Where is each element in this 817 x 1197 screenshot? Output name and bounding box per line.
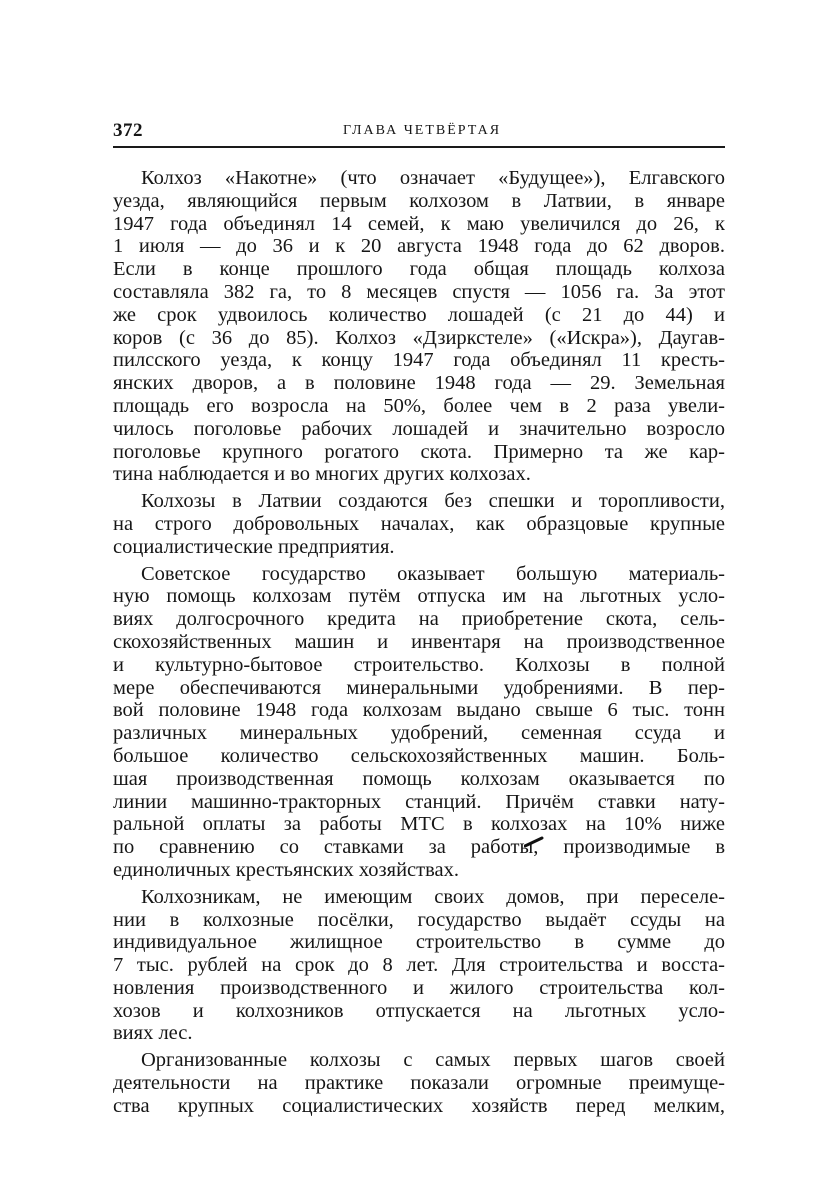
text-line: шая производственная помощь колхозам оказывается по [113,767,725,790]
text-line: 1 июля — до 36 и к 20 августа 1948 года до 62 дворов. [113,235,725,258]
page-header [113,120,725,146]
text-line: коров (с 36 до 85). Колхоз «Дзиркстеле» («Искра»), Даугав- [113,326,725,349]
text-line: мере обеспечиваются минеральными удобрениями. В пер- [113,676,725,699]
paragraph-1 [113,167,725,486]
paragraph-2 [113,490,725,558]
text-line: линии машинно-тракторных станций. Причём ставки нату- [113,790,725,813]
text-line: деятельности на практике показали огромные преимуще- [113,1072,725,1095]
text-line: Колхозникам, не имеющим своих домов, при переселе- [141,885,725,908]
text-line: Колхозы в Латвии создаются без спешки и торопливости, [141,490,725,513]
body-text [113,167,725,1118]
paragraph-3 [113,563,725,882]
text-line: ральной оплаты за работы МТС в колхозах на 10% ниже [113,813,725,836]
paragraph-5 [113,1049,725,1117]
text-line: единоличных крестьянских хозяйствах. [113,858,459,881]
text-line: на строго добровольных началах, как образцовые крупные [113,512,725,535]
text-line: Советское государство оказывает большую материаль- [141,562,725,585]
text-line: пилсского уезда, к концу 1947 года объединял 11 кресть- [113,349,725,372]
text-line: чилось поголовье рабочих лошадей и значительно возросло [113,417,725,440]
header-rule [113,146,725,148]
pen-mark-icon [524,836,544,848]
text-line: новления производственного и жилого строительства кол- [113,976,725,999]
text-line: различных минеральных удобрений, семенная ссуда и [113,722,725,745]
text-line: индивидуальное жилищное строительство в сумме до [113,931,725,954]
text-line: виях лес. [113,1022,193,1045]
text-line: социалистические предприятия. [113,535,395,558]
text-line: составляла 382 га, то 8 месяцев спустя — 1056 га. За этот [113,280,725,303]
text-line: и культурно-бытовое строительство. Колхозы в полной [113,653,725,676]
text-line: нии в колхозные посёлки, государство выдаёт ссуды на [113,908,725,931]
text-line: площадь его возросла на 50%, более чем в 2 раза увели- [113,394,725,417]
text-line: Если в конце прошлого года общая площадь колхоза [113,258,725,281]
text-line: вой половине 1948 года колхозам выдано свыше 6 тыс. тонн [113,699,725,722]
text-line: виях долгосрочного кредита на приобретение скота, сель- [113,608,725,631]
text-line: 7 тыс. рублей на срок до 8 лет. Для строительства и восста- [113,954,725,977]
text-line: ную помощь колхозам путём отпуска им на льготных усло- [113,585,725,608]
text-line: хозов и колхозников отпускается на льготных усло- [113,999,725,1022]
text-line: уезда, являющийся первым колхозом в Латвии, в январе [113,189,725,212]
text-line: янских дворов, а в половине 1948 года — 29. Земельная [113,372,725,395]
paragraph-4 [113,886,725,1046]
text-line: скохозяйственных машин и инвентаря на производственное [113,630,725,653]
running-title: ГЛАВА ЧЕТВЁРТАЯ [343,123,502,138]
text-line: 1947 года объединял 14 семей, к маю увеличился до 26, к [113,212,725,235]
text-line: ства крупных социалистических хозяйств перед мелким, [113,1094,725,1117]
text-line: Организованные колхозы с самых первых шагов своей [141,1049,725,1072]
text-line: по сравнению со ставками за работы, производимые в [113,836,725,859]
text-line: тина наблюдается и во многих других колхозах. [113,463,531,486]
text-line: большое количество сельскохозяйственных машин. Боль- [113,744,725,767]
text-line: Колхоз «Накотне» (что означает «Будущее»), Елгавского [141,167,725,189]
page-number: 372 [113,120,143,141]
text-line: же срок удвоилось количество лошадей (с 21 до 44) и [113,303,725,326]
text-line: поголовье крупного рогатого скота. Примерно та же кар- [113,440,725,463]
